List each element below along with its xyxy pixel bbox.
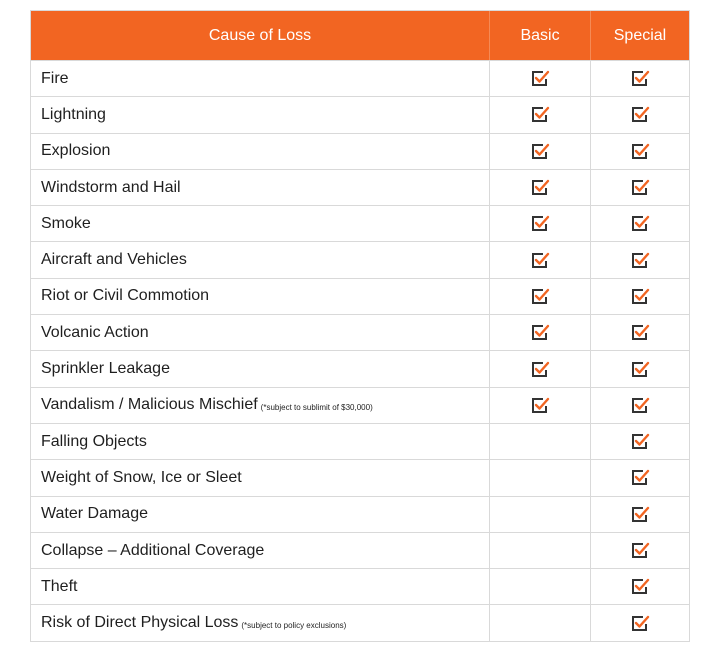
cause-label: Explosion bbox=[41, 142, 111, 160]
cause-label: Smoke bbox=[41, 214, 91, 232]
checkbox-checked-icon bbox=[631, 215, 650, 232]
special-cell bbox=[590, 279, 689, 314]
special-cell bbox=[590, 242, 689, 277]
basic-cell bbox=[489, 497, 590, 532]
special-cell bbox=[590, 424, 689, 459]
cause-cell bbox=[31, 279, 489, 314]
checkbox-checked-icon bbox=[531, 252, 550, 269]
cause-cell bbox=[31, 134, 489, 169]
special-cell bbox=[590, 170, 689, 205]
table-row bbox=[31, 96, 689, 132]
cause-cell bbox=[31, 351, 489, 386]
cause-label: Vandalism / Malicious Mischief bbox=[41, 396, 258, 414]
table-body bbox=[31, 60, 689, 641]
table-row bbox=[31, 169, 689, 205]
special-cell bbox=[590, 569, 689, 604]
table-row bbox=[31, 604, 689, 640]
special-cell bbox=[590, 206, 689, 241]
checkbox-checked-icon bbox=[631, 179, 650, 196]
basic-cell bbox=[489, 206, 590, 241]
basic-cell bbox=[489, 569, 590, 604]
special-cell bbox=[590, 315, 689, 350]
checkbox-checked-icon bbox=[531, 215, 550, 232]
checkbox-checked-icon bbox=[631, 469, 650, 486]
table-row bbox=[31, 568, 689, 604]
cause-cell bbox=[31, 170, 489, 205]
checkbox-checked-icon bbox=[631, 615, 650, 632]
special-cell bbox=[590, 460, 689, 495]
basic-cell bbox=[489, 605, 590, 640]
special-cell bbox=[590, 61, 689, 96]
coverage-table bbox=[30, 10, 690, 642]
cause-cell bbox=[31, 315, 489, 350]
cause-cell bbox=[31, 206, 489, 241]
checkbox-checked-icon bbox=[631, 433, 650, 450]
checkbox-checked-icon bbox=[531, 324, 550, 341]
checkbox-checked-icon bbox=[531, 143, 550, 160]
checkbox-checked-icon bbox=[631, 288, 650, 305]
cause-label: Water Damage bbox=[41, 505, 148, 523]
checkbox-checked-icon bbox=[631, 106, 650, 123]
checkbox-checked-icon bbox=[631, 397, 650, 414]
cause-label: Riot or Civil Commotion bbox=[41, 287, 210, 305]
special-cell bbox=[590, 497, 689, 532]
table-row bbox=[31, 241, 689, 277]
basic-cell bbox=[489, 134, 590, 169]
basic-cell bbox=[489, 242, 590, 277]
checkbox-checked-icon bbox=[531, 70, 550, 87]
cause-label: Collapse – Additional Coverage bbox=[41, 541, 265, 559]
cause-cell bbox=[31, 569, 489, 604]
cause-cell bbox=[31, 533, 489, 568]
cause-label: Theft bbox=[41, 577, 78, 595]
table-row bbox=[31, 314, 689, 350]
cause-label: Risk of Direct Physical Loss bbox=[41, 614, 239, 632]
special-cell bbox=[590, 605, 689, 640]
checkbox-checked-icon bbox=[631, 578, 650, 595]
header-cause-of-loss: Cause of Loss bbox=[208, 26, 312, 44]
cause-label: Weight of Snow, Ice or Sleet bbox=[41, 468, 242, 486]
cause-cell bbox=[31, 497, 489, 532]
special-cell bbox=[590, 134, 689, 169]
cause-label: Falling Objects bbox=[41, 432, 147, 450]
checkbox-checked-icon bbox=[631, 143, 650, 160]
checkbox-checked-icon bbox=[631, 324, 650, 341]
cause-label: Lightning bbox=[41, 105, 106, 123]
checkbox-checked-icon bbox=[631, 542, 650, 559]
checkbox-checked-icon bbox=[631, 252, 650, 269]
cause-note: (*subject to sublimit of $30,000) bbox=[260, 402, 373, 412]
cause-note: (*subject to policy exclusions) bbox=[241, 620, 347, 630]
table-row bbox=[31, 350, 689, 386]
checkbox-checked-icon bbox=[531, 397, 550, 414]
cause-label: Fire bbox=[41, 69, 69, 87]
header-basic: Basic bbox=[489, 11, 590, 60]
special-cell bbox=[590, 533, 689, 568]
cause-cell bbox=[31, 242, 489, 277]
cause-cell bbox=[31, 97, 489, 132]
checkbox-checked-icon bbox=[531, 179, 550, 196]
table-row bbox=[31, 133, 689, 169]
cause-label: Sprinkler Leakage bbox=[41, 360, 170, 378]
checkbox-checked-icon bbox=[531, 361, 550, 378]
basic-cell bbox=[489, 351, 590, 386]
special-cell bbox=[590, 388, 689, 423]
table-row bbox=[31, 496, 689, 532]
cause-cell bbox=[31, 424, 489, 459]
basic-cell bbox=[489, 279, 590, 314]
cause-cell bbox=[31, 388, 489, 423]
cause-label: Volcanic Action bbox=[41, 323, 149, 341]
table-header bbox=[31, 11, 689, 60]
cause-label: Windstorm and Hail bbox=[41, 178, 181, 196]
table-row bbox=[31, 387, 689, 423]
checkbox-checked-icon bbox=[631, 361, 650, 378]
cause-cell bbox=[31, 460, 489, 495]
basic-cell bbox=[489, 97, 590, 132]
basic-cell bbox=[489, 315, 590, 350]
checkbox-checked-icon bbox=[631, 70, 650, 87]
table-row bbox=[31, 423, 689, 459]
table-row bbox=[31, 278, 689, 314]
cause-cell bbox=[31, 61, 489, 96]
special-cell bbox=[590, 351, 689, 386]
cause-label: Aircraft and Vehicles bbox=[41, 251, 187, 269]
basic-cell bbox=[489, 460, 590, 495]
basic-cell bbox=[489, 533, 590, 568]
table-row bbox=[31, 205, 689, 241]
special-cell bbox=[590, 97, 689, 132]
table-row bbox=[31, 459, 689, 495]
table-row bbox=[31, 532, 689, 568]
basic-cell bbox=[489, 388, 590, 423]
checkbox-checked-icon bbox=[531, 106, 550, 123]
basic-cell bbox=[489, 424, 590, 459]
header-special: Special bbox=[590, 11, 689, 60]
checkbox-checked-icon bbox=[531, 288, 550, 305]
basic-cell bbox=[489, 170, 590, 205]
basic-cell bbox=[489, 61, 590, 96]
checkbox-checked-icon bbox=[631, 506, 650, 523]
table-row bbox=[31, 60, 689, 96]
cause-cell bbox=[31, 605, 489, 640]
